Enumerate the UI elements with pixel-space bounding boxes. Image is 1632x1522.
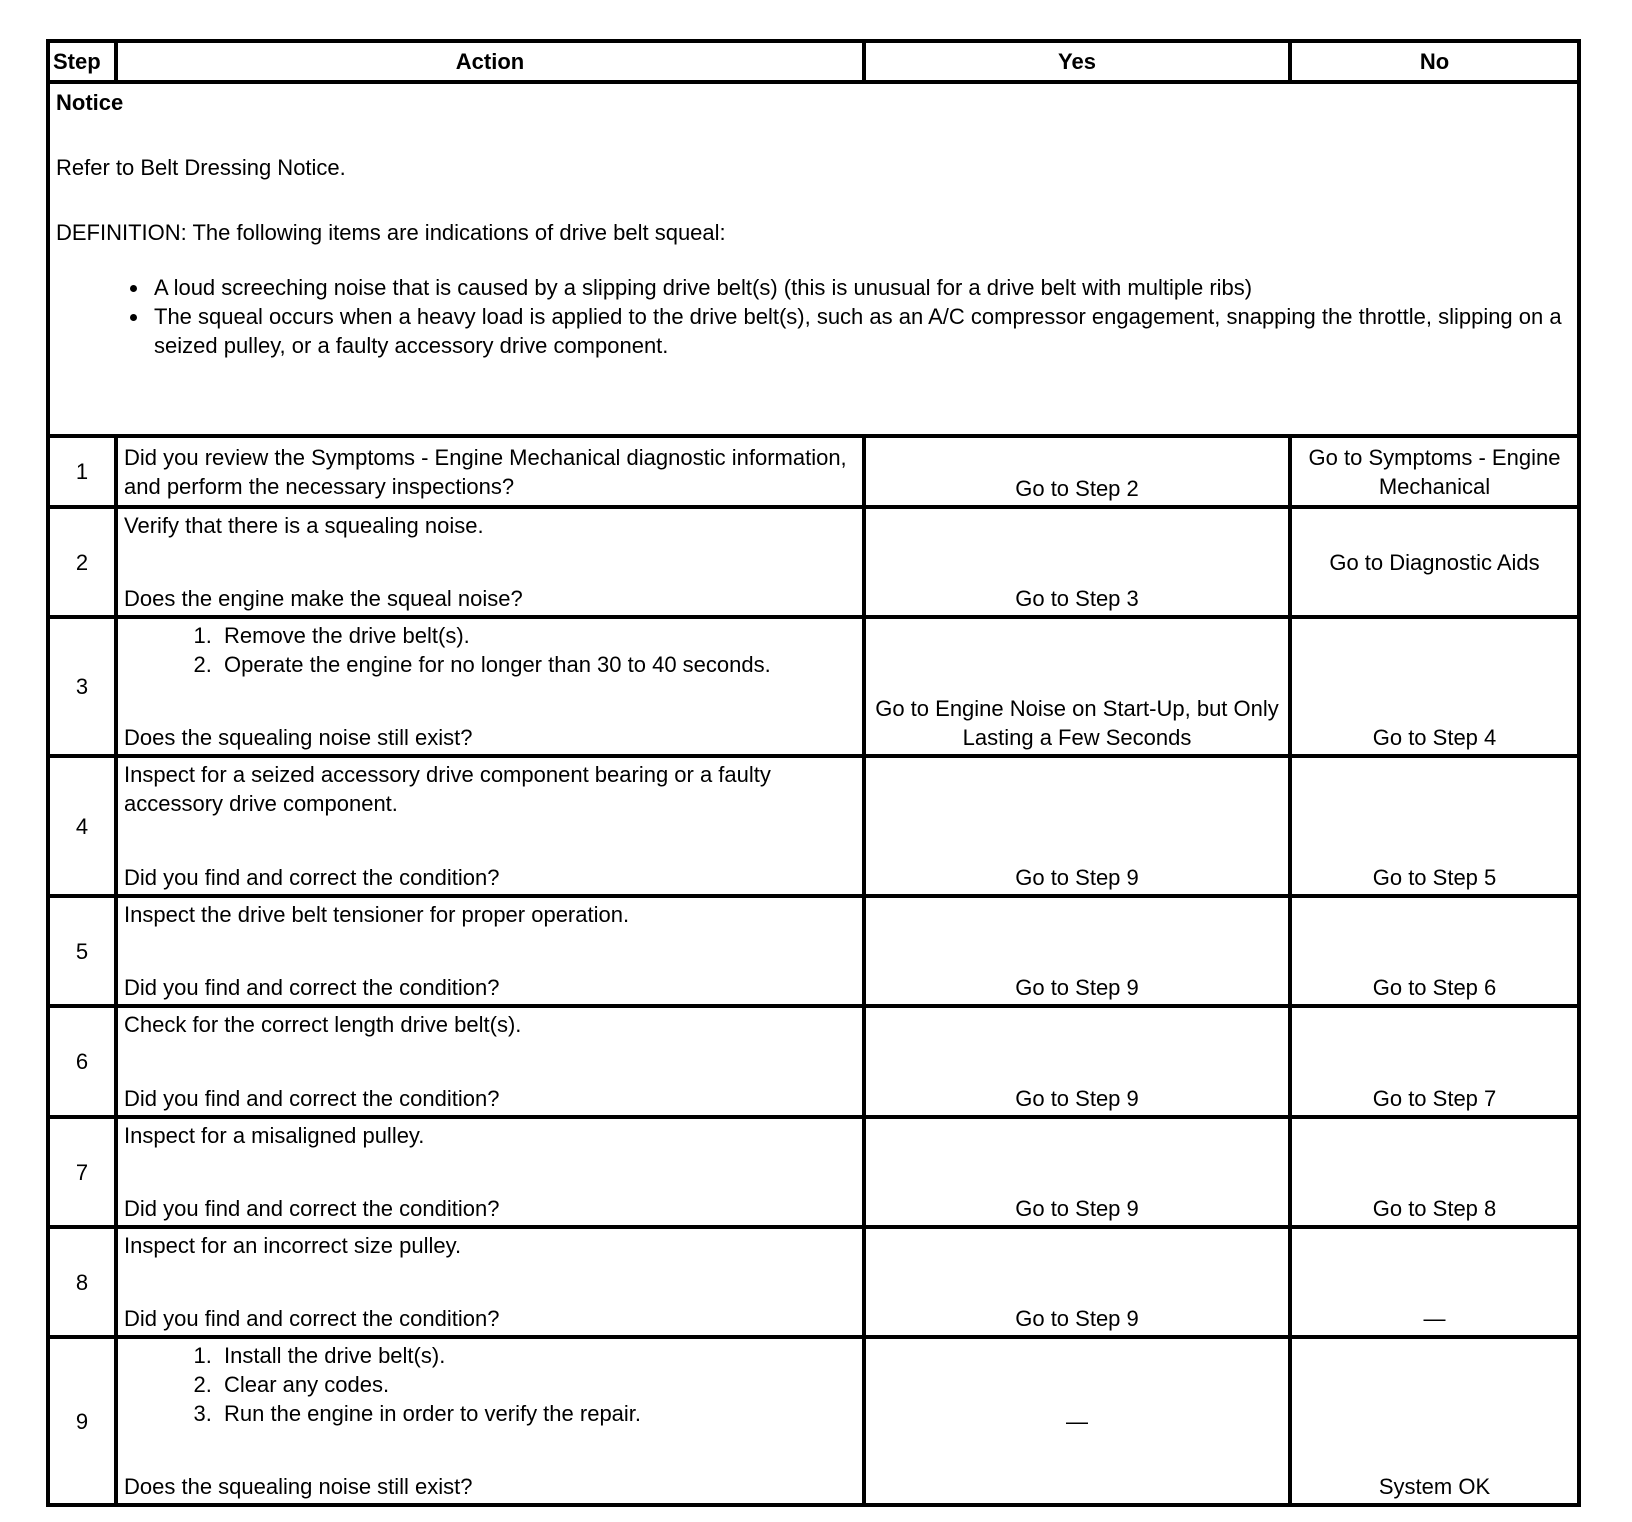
yes-cell: Go to Step 9 <box>864 896 1290 1006</box>
action-text: Inspect for a seized accessory drive component bearing or a faulty accessory drive component. <box>124 762 771 816</box>
action-question: Did you find and correct the condition? <box>124 865 500 890</box>
yes-cell: Go to Step 9 <box>864 756 1290 896</box>
table-row <box>48 436 1579 507</box>
table-row <box>48 507 1579 617</box>
table-row <box>48 1006 1579 1117</box>
action-question: Did you find and correct the condition? <box>124 975 500 1000</box>
step-number: 3 <box>48 617 116 756</box>
action-list-item: 3. Run the engine in order to verify the repair. <box>218 1399 856 1428</box>
notice-row <box>48 82 1579 436</box>
action-text: Inspect the drive belt tensioner for proper operation. <box>124 902 630 927</box>
step-number: 9 <box>48 1337 116 1505</box>
yes-cell: Go to Step 3 <box>864 507 1290 617</box>
action-list <box>124 1341 856 1428</box>
header-action: Action <box>116 41 864 82</box>
action-list-item: 2. Operate the engine for no longer than 30 to 40 seconds. <box>218 650 856 679</box>
action-text: Inspect for a misaligned pulley. <box>124 1123 425 1148</box>
header-yes: Yes <box>864 41 1290 82</box>
header-row <box>48 41 1579 82</box>
no-cell: Go to Step 8 <box>1290 1117 1579 1227</box>
action-question: Did you find and correct the condition? <box>124 1306 500 1331</box>
step-number: 2 <box>48 507 116 617</box>
action-cell <box>116 1006 864 1117</box>
action-question: Did you find and correct the condition? <box>124 1086 500 1111</box>
action-cell <box>116 617 864 756</box>
action-cell <box>116 1337 864 1505</box>
action-text: Inspect for an incorrect size pulley. <box>124 1233 462 1258</box>
action-list <box>124 621 856 679</box>
yes-cell: Go to Step 9 <box>864 1227 1290 1337</box>
table-row <box>48 617 1579 756</box>
no-cell: Go to Diagnostic Aids <box>1290 507 1579 617</box>
table-row <box>48 1117 1579 1227</box>
action-cell: Did you review the Symptoms - Engine Mechanical diagnostic information, and perform the necessary inspections? <box>116 436 864 507</box>
step-number: 8 <box>48 1227 116 1337</box>
header-step: Step <box>48 41 116 82</box>
notice-cell <box>48 82 1579 436</box>
header-no: No <box>1290 41 1579 82</box>
step-number: 6 <box>48 1006 116 1117</box>
step-number: 4 <box>48 756 116 896</box>
no-cell: Go to Step 5 <box>1290 756 1579 896</box>
action-question: Did you find and correct the condition? <box>124 1196 500 1221</box>
action-cell <box>116 1227 864 1337</box>
action-question: Does the squealing noise still exist? <box>124 725 473 750</box>
no-cell: — <box>1290 1227 1579 1337</box>
notice-definition: DEFINITION: The following items are indications of drive belt squeal: <box>56 220 726 245</box>
action-cell <box>116 756 864 896</box>
no-cell: Go to Symptoms - Engine Mechanical <box>1290 436 1579 507</box>
yes-cell: Go to Step 9 <box>864 1117 1290 1227</box>
yes-cell: Go to Step 9 <box>864 1006 1290 1117</box>
action-list-item: 2. Clear any codes. <box>218 1370 856 1399</box>
action-cell <box>116 507 864 617</box>
step-number: 1 <box>48 436 116 507</box>
action-cell <box>116 1117 864 1227</box>
table-row <box>48 1337 1579 1505</box>
step-number: 7 <box>48 1117 116 1227</box>
action-list-item: 1. Remove the drive belt(s). <box>218 621 856 650</box>
table-row <box>48 756 1579 896</box>
step-number: 5 <box>48 896 116 1006</box>
notice-bullet: • A loud screeching noise that is caused by a slipping drive belt(s) (this is unusual for a drive belt with multiple ribs) <box>150 273 1571 302</box>
yes-cell: — <box>864 1337 1290 1505</box>
action-question: Does the engine make the squeal noise? <box>124 586 523 611</box>
no-cell: Go to Step 4 <box>1290 617 1579 756</box>
notice-title: Notice <box>56 90 124 115</box>
table-row <box>48 896 1579 1006</box>
diagnostic-table <box>46 39 1581 1507</box>
notice-bullet: • The squeal occurs when a heavy load is applied to the drive belt(s), such as an A/C compressor engagement, snapping the throttle, slipping on a seized pulley, or a faulty accessory drive component. <box>150 302 1571 360</box>
no-cell: System OK <box>1290 1337 1579 1505</box>
no-cell: Go to Step 6 <box>1290 896 1579 1006</box>
action-text: Verify that there is a squealing noise. <box>124 513 484 538</box>
action-cell <box>116 896 864 1006</box>
action-text: Check for the correct length drive belt(s). <box>124 1012 522 1037</box>
yes-cell: Go to Engine Noise on Start-Up, but Only Lasting a Few Seconds <box>864 617 1290 756</box>
yes-cell: Go to Step 2 <box>864 436 1290 507</box>
notice-bullets <box>56 273 1571 360</box>
action-question: Does the squealing noise still exist? <box>124 1474 473 1499</box>
action-list-item: 1. Install the drive belt(s). <box>218 1341 856 1370</box>
table-row <box>48 1227 1579 1337</box>
no-cell: Go to Step 7 <box>1290 1006 1579 1117</box>
notice-ref: Refer to Belt Dressing Notice. <box>56 155 346 180</box>
